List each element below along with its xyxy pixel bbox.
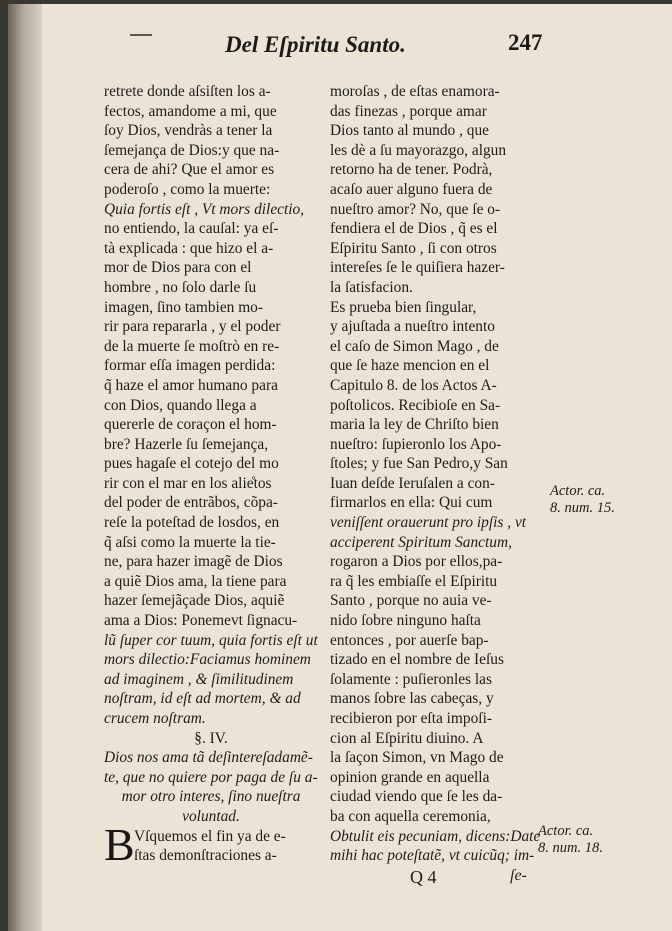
text-line: rir con el mar en los alie̊tos: [104, 474, 272, 492]
text-line: imagen, ſino tambien mo-: [104, 298, 264, 316]
text-line: nueſtro: ſupieronlo los Apo-: [330, 435, 502, 453]
text-line: ama a Dios: Ponemevt ſignacu-: [104, 612, 298, 630]
page-number: 247: [508, 30, 543, 55]
text-line: les dè a ſu mayorazgo, algun: [330, 141, 507, 159]
running-header: Del Eſpiritu Santo.: [225, 32, 406, 57]
text-line: ſtas demonſtraciones a-: [134, 847, 277, 865]
text-line: retrete donde aſsiſten los a-: [104, 83, 271, 100]
text-line: maria la ley de Chriſto bien: [330, 416, 499, 434]
text-line: §. IV.: [194, 729, 228, 747]
text-line: tà explicada : que hizo el a-: [104, 239, 274, 257]
text-line: mor de Dios para con el: [104, 259, 252, 277]
text-line: moroſas , de eſtas enamora-: [330, 83, 500, 100]
text-line: acciperent Spiritum Sanctum,: [330, 533, 512, 551]
text-line: hombre , no ſolo darle ſu: [104, 278, 257, 296]
text-line: acaſo auer alguno fuera de: [330, 180, 493, 198]
text-line: quererle de coraçon el hom-: [104, 416, 277, 434]
text-line: fendiera el de Dios , q̃ es el: [330, 220, 498, 238]
text-line: veniſſent orauerunt pro ipſis , vt: [330, 514, 527, 532]
text-line: nido ſobre ninguno haſta: [330, 612, 481, 630]
text-line: Quia fortis eſt , Vt mors dilectio,: [104, 200, 305, 218]
text-line: fectos, amandome a mi, que: [104, 102, 277, 120]
text-line: de la muerte ſe moſtrò en re-: [104, 337, 280, 355]
text-line: cera de ahi? Que el amor es: [104, 161, 275, 179]
text-line: poſtolicos. Recibioſe en Sa-: [330, 396, 501, 414]
text-line: opinion grande en aquella: [330, 768, 490, 786]
text-line: intereſes ſe le quiſiera hazer-: [330, 259, 505, 277]
text-line: manos ſobre las cabeças, y: [330, 690, 494, 708]
book-gutter: [8, 4, 42, 931]
text-line: la ſatisfacion.: [330, 278, 413, 296]
marginal-note-line: 8. num. 18.: [538, 840, 603, 856]
text-line: con Dios, quando llega a: [104, 396, 257, 414]
text-line: bre? Hazerle ſu ſemejança,: [104, 435, 269, 453]
text-line: pues hagaſe el cotejo del mo: [104, 455, 279, 473]
text-line: Es prueba bien ſingular,: [330, 298, 477, 316]
text-line: Eſpiritu Santo , ſi con otros: [330, 239, 497, 257]
signature-mark: Q 4: [410, 867, 437, 887]
text-line: cion al Eſpiritu diuino. A: [330, 729, 484, 747]
text-line: la ſaçon Simon, vn Mago de: [330, 749, 504, 767]
text-line: rogaron a Dios por ellos,pa-: [330, 553, 503, 571]
text-line: ba con aquella ceremonia,: [330, 807, 491, 825]
text-line: ne, para hazer imagẽ de Dios: [104, 553, 283, 571]
marginal-note-line: Actor. ca.: [550, 483, 606, 499]
text-line: nueſtro amor? No, que ſe o-: [330, 200, 501, 218]
text-line: rir para repararla , y el poder: [104, 318, 281, 336]
marginal-note: [538, 823, 603, 857]
text-line: voluntad.: [182, 807, 240, 825]
text-line: ciudad viendo que ſe les da-: [330, 788, 503, 806]
text-line: noſtram, id eſt ad mortem, & ad: [104, 690, 301, 708]
text-line: del poder de entrãbos, cõpa-: [104, 494, 278, 512]
text-line: no entiendo, la cauſal: ya eſ-: [104, 220, 279, 238]
text-line: mihi hac poteſtatẽ, vt cuicũq; im-: [330, 847, 535, 865]
text-line: el caſo de Simon Mago , de: [330, 337, 499, 355]
text-line: Dios nos ama tã deſintereſadamẽ-: [104, 749, 313, 767]
text-line: ſemejança de Dios:y que na-: [104, 141, 280, 159]
text-line: q̃ haze el amor humano para: [104, 376, 278, 394]
text-line: recibieron por eſta impoſi-: [330, 710, 492, 727]
text-line: a quiẽ Dios ama, la tiene para: [104, 572, 287, 590]
catchword: ſe-: [510, 867, 527, 884]
text-line: tizado en el nombre de Ieſus: [330, 651, 504, 669]
left-text-column: [104, 82, 318, 870]
text-line: das finezas , porque amar: [330, 102, 487, 120]
text-line: formar eſſa imagen perdida:: [104, 357, 276, 375]
drop-cap: B: [104, 819, 135, 870]
text-line: ſtoles; y fue San Pedro,y San: [330, 455, 508, 473]
text-line: y ajuſtada a nueſtro intento: [330, 318, 495, 336]
marginal-note-line: Actor. ca.: [538, 823, 594, 839]
ink-mark: [130, 34, 152, 36]
text-line: ſolamente : puſieronles las: [330, 670, 492, 688]
text-line: reſe la poteſtad de losdos, en: [104, 514, 280, 532]
text-line: q̃ aſsi como la muerte la tie-: [104, 533, 276, 551]
text-line: poderoſo , como la muerte:: [104, 180, 271, 198]
text-line: Obtulit eis pecuniam, dicens:Date: [330, 827, 541, 845]
text-line: que ſe haze mencion en el: [330, 357, 490, 375]
text-line: Iuan deſde Ieruſalen a con-: [330, 474, 495, 492]
text-line: ra q̃ les embiaſſe el Eſpiritu: [330, 572, 498, 590]
text-line: retorno ha de tener. Podrà,: [330, 161, 493, 179]
right-text-column: [330, 82, 544, 866]
text-line: mor otro interes, ſino nueſtra: [121, 788, 301, 806]
text-line: ſoy Dios, vendràs a tener la: [104, 122, 273, 140]
text-line: Vſquemos el fin ya de e-: [134, 827, 286, 845]
text-line: Capitulo 8. de los Actos A-: [330, 376, 497, 394]
text-line: te, que no quiere por paga de ſu a-: [104, 768, 318, 786]
text-line: mors dilectio:Faciamus hominem: [104, 651, 311, 669]
text-line: firmarlos en ella: Qui cum: [330, 494, 493, 512]
text-line: Dios tanto al mundo , que: [330, 122, 490, 140]
text-line: lũ ſuper cor tuum, quia fortis eſt ut: [104, 631, 318, 649]
text-line: Santo , porque no auia ve-: [330, 592, 492, 610]
text-line: hazer ſemejãçade Dios, aquiẽ: [104, 592, 285, 610]
marginal-note-line: 8. num. 15.: [550, 500, 615, 516]
text-line: ad imaginem , & ſimilitudinem: [104, 670, 294, 688]
text-line: entonces , por auerſe bap-: [330, 631, 489, 649]
marginal-note: [550, 483, 615, 517]
text-line: crucem noſtram.: [104, 710, 206, 727]
